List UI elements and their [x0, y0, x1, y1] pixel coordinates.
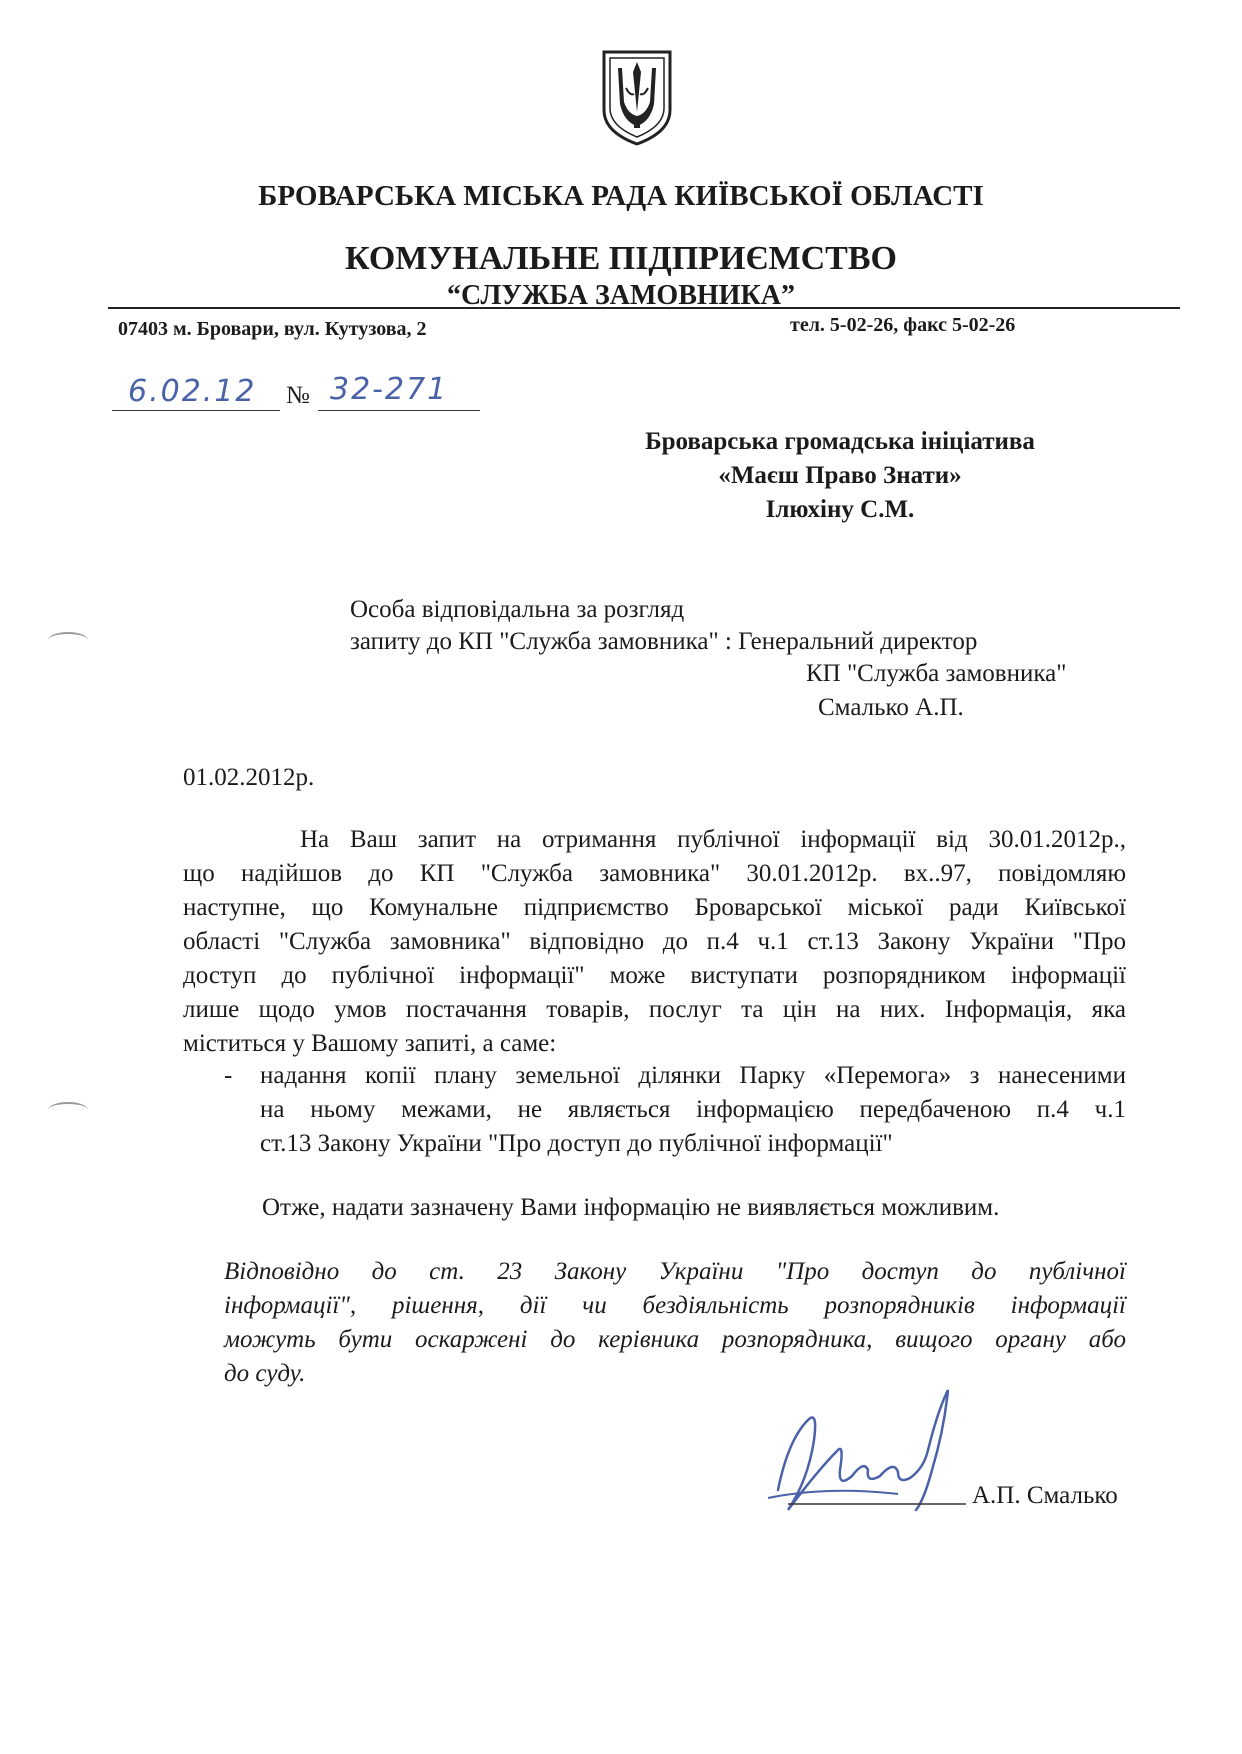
appeal-line-2: інформації", рішення, дії чи бездіяльність розпорядників інформації	[224, 1292, 1126, 1319]
body-line-2: що надійшов до КП "Служба замовника" 30.01.2012р. вх..97, повідомляю	[183, 860, 1126, 887]
appeal-line-4: до суду.	[224, 1360, 306, 1387]
letter-date: 01.02.2012р.	[183, 764, 315, 791]
body-line-6: лише щодо умов постачання товарів, послуг та цін на них. Інформація, яка	[183, 996, 1126, 1023]
body-line-1: На Ваш запит на отримання публічної інформації від 30.01.2012р.,	[300, 826, 1126, 853]
enterprise-title: КОМУНАЛЬНЕ ПІДПРИЄМСТВО	[345, 240, 897, 277]
recipient-line-1: Броварська громадська ініціатива	[645, 428, 1035, 455]
address: 07403 м. Бровари, вул. Кутузова, 2	[118, 318, 427, 340]
recipient-line-2: «Маєш Право Знати»	[718, 462, 962, 489]
handwritten-signature	[748, 1380, 1008, 1530]
bullet-line-1: надання копії плану земельної ділянки Парку «Перемога» з нанесеними	[260, 1062, 1126, 1089]
council-title: БРОВАРСЬКА МІСЬКА РАДА КИЇВСЬКОЇ ОБЛАСТІ	[258, 180, 984, 212]
outgoing-date: 6.02.12	[128, 374, 257, 409]
body-line-7: міститься у Вашому запиті, а саме:	[183, 1030, 557, 1057]
appeal-line-3: можуть бути оскаржені до керівника розпорядника, вищого органу або	[224, 1326, 1126, 1353]
bullet-line-2: на ньому межами, не являється інформацією передбаченою п.4 ч.1	[260, 1096, 1126, 1123]
body-line-4: області "Служба замовника" відповідно до п.4 ч.1 ст.13 Закону України "Про	[183, 928, 1126, 955]
header-divider	[108, 307, 1180, 309]
bullet-line-3: ст.13 Закону України "Про доступ до публічної інформації"	[260, 1130, 893, 1157]
phone-fax: тел. 5-02-26, факс 5-02-26	[790, 314, 1016, 336]
recipient-line-3: Ілюхіну С.М.	[765, 496, 915, 523]
responsible-line-3: КП "Служба замовника"	[806, 660, 1067, 687]
trident-coat-of-arms-icon	[600, 48, 674, 146]
outgoing-number: 32-271	[330, 372, 449, 407]
outgoing-number-line	[318, 410, 480, 411]
outgoing-date-line	[112, 410, 280, 411]
responsible-line-1: Особа відповідальна за розгляд	[350, 596, 685, 623]
appeal-line-1: Відповідно до ст. 23 Закону України "Про доступ до публічної	[224, 1258, 1126, 1285]
conclusion: Отже, надати зазначену Вами інформацію не виявляється можливим.	[262, 1194, 1000, 1221]
signatory-name: А.П. Смалько	[972, 1482, 1118, 1509]
scan-mark	[48, 1102, 88, 1118]
enterprise-name: “СЛУЖБА ЗАМОВНИКА”	[447, 280, 795, 311]
number-sign: №	[286, 382, 310, 409]
responsible-line-2: запиту до КП "Служба замовника" : Генеральний директор	[350, 628, 978, 655]
body-line-5: доступ до публічної інформації" може виступати розпорядником інформації	[183, 962, 1126, 989]
bullet-marker: -	[224, 1062, 233, 1089]
responsible-line-4: Смалько А.П.	[818, 694, 964, 721]
body-line-3: наступне, що Комунальне підприємство Броварської міської ради Київської	[183, 894, 1126, 921]
scan-mark	[48, 632, 88, 648]
